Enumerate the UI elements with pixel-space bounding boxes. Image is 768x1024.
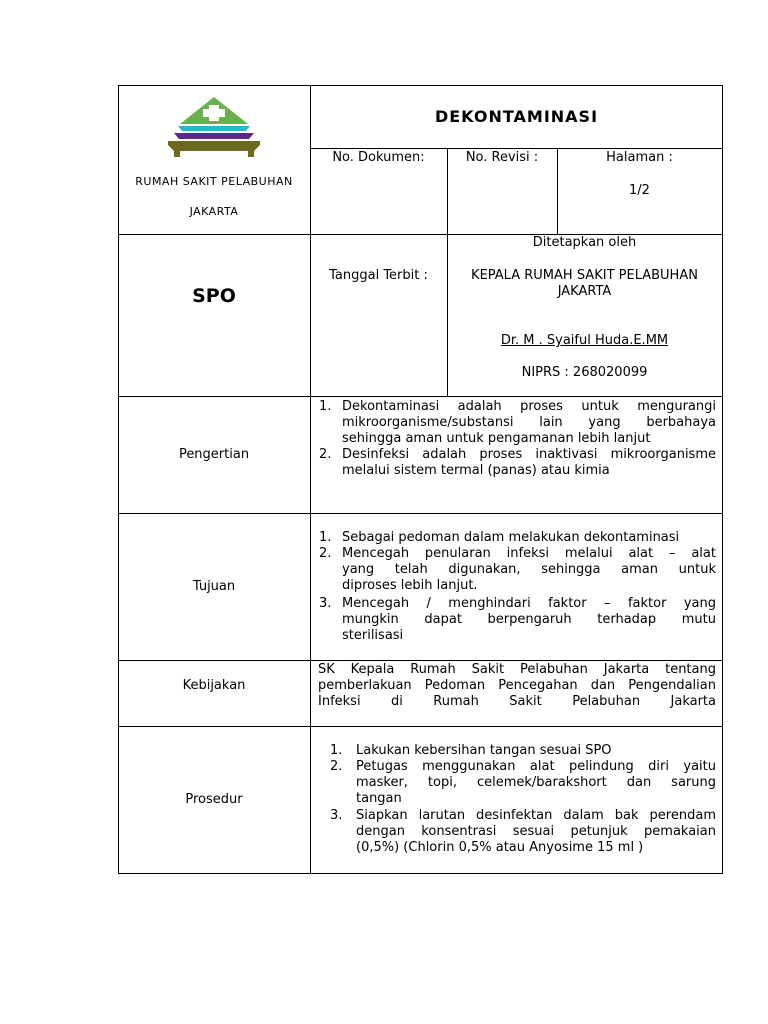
prosedur-2-line-1: Petugas menggunakan alat pelindung diri yaitu (356, 759, 716, 774)
pengertian-1-line-3: sehingga aman untuk pengamanan lebih lanjut (342, 431, 651, 446)
ditetapkan-oleh: Ditetapkan oleh (532, 235, 637, 250)
tanggal-terbit-label: Tanggal Terbit : (329, 268, 428, 283)
kepala-line2: JAKARTA (557, 284, 612, 299)
tujuan-2-line-1: Mencegah penularan infeksi melalui alat – alat (342, 546, 716, 561)
divider-pengertian (118, 513, 723, 514)
hospital-name-line1: RUMAH SAKIT PELABUHAN (135, 175, 293, 188)
halaman-label: Halaman : (606, 150, 673, 165)
hospital-logo (162, 96, 270, 162)
kepala-line1: KEPALA RUMAH SAKIT PELABUHAN (471, 268, 698, 283)
divider-kebijakan (118, 726, 723, 727)
pengertian-1-line-2: mikroorganisme/substansi lain yang berbahaya (342, 415, 716, 430)
tujuan-num-1: 1. (319, 530, 332, 545)
pengertian-num-2: 2. (319, 447, 332, 462)
tujuan-3-line-3: sterilisasi (342, 628, 404, 643)
pengertian-1-line-1: Dekontaminasi adalah proses untuk mengurangi (342, 399, 716, 414)
halaman-value: 1/2 (629, 183, 650, 198)
pengertian-2-line-2: melalui sistem termal (panas) atau kimia (342, 463, 610, 478)
kebijakan-label: Kebijakan (182, 678, 246, 693)
logo-olive-base (168, 141, 260, 157)
divider-tujuan (118, 660, 723, 661)
kebijakan-line-1: SK Kepala Rumah Sakit Pelabuhan Jakarta tentang (318, 662, 716, 677)
prosedur-num-2: 2. (330, 759, 343, 774)
no-revisi-label: No. Revisi : (465, 150, 539, 165)
logo-cyan-band (178, 126, 250, 131)
logo-purple-band (174, 133, 254, 139)
document-title: DEKONTAMINASI (434, 107, 599, 126)
tujuan-2-line-3: diproses lebih lanjut. (342, 578, 478, 593)
prosedur-3-line-3: (0,5%) (Chlorin 0,5% atau Anyosime 15 ml ) (356, 840, 644, 855)
kebijakan-line-2: pemberlakuan Pedoman Pencegahan dan Pengendalian (318, 678, 716, 693)
hospital-name-line2: JAKARTA (189, 205, 239, 218)
tujuan-2-line-2: yang telah digunakan, sehingga aman untuk (342, 562, 716, 577)
border-bottom (118, 873, 723, 874)
spo-label: SPO (192, 285, 236, 307)
prosedur-num-3: 3. (330, 808, 343, 823)
spo-document (118, 85, 723, 874)
pengertian-label: Pengertian (178, 447, 250, 462)
divider-spo (118, 396, 723, 397)
prosedur-label: Prosedur (185, 792, 243, 807)
prosedur-3-line-2: dengan konsentrasi sesuai petunjuk pemakaian (356, 824, 716, 839)
prosedur-num-1: 1. (330, 743, 343, 758)
tujuan-3-line-1: Mencegah / menghindari faktor – faktor yang (342, 596, 716, 611)
tujuan-num-2: 2. (319, 546, 332, 561)
signer-name (447, 333, 722, 349)
no-dokumen-label: No. Dokumen: (332, 150, 425, 165)
pengertian-2-line-1: Desinfeksi adalah proses inaktivasi mikroorganisme (342, 447, 716, 462)
tujuan-label: Tujuan (192, 579, 236, 594)
border-right (722, 85, 723, 874)
signer-name-text: Dr. M . Syaiful Huda.E.MM (500, 333, 669, 348)
tujuan-num-3: 3. (319, 596, 332, 611)
pengertian-num-1: 1. (319, 399, 332, 414)
divider-title (310, 148, 723, 149)
prosedur-3-line-1: Siapkan larutan desinfektan dalam bak perendam (356, 808, 716, 823)
prosedur-1-line-1: Lakukan kebersihan tangan sesuai SPO (356, 743, 612, 758)
border-top (118, 85, 723, 86)
prosedur-2-line-2: masker, topi, celemek/barakshort dan sarung (356, 775, 716, 790)
tujuan-3-line-2: mungkin dapat berpengaruh terhadap mutu (342, 612, 716, 627)
column-divider (310, 85, 311, 874)
tujuan-1-line-1: Sebagai pedoman dalam melakukan dekontaminasi (342, 530, 680, 545)
logo-cross-horizontal (203, 109, 225, 117)
prosedur-2-line-3: tangan (356, 791, 402, 806)
niprs: NIPRS : 268020099 (521, 365, 648, 380)
kebijakan-line-3: Infeksi di Rumah Sakit Pelabuhan Jakarta (318, 694, 716, 709)
